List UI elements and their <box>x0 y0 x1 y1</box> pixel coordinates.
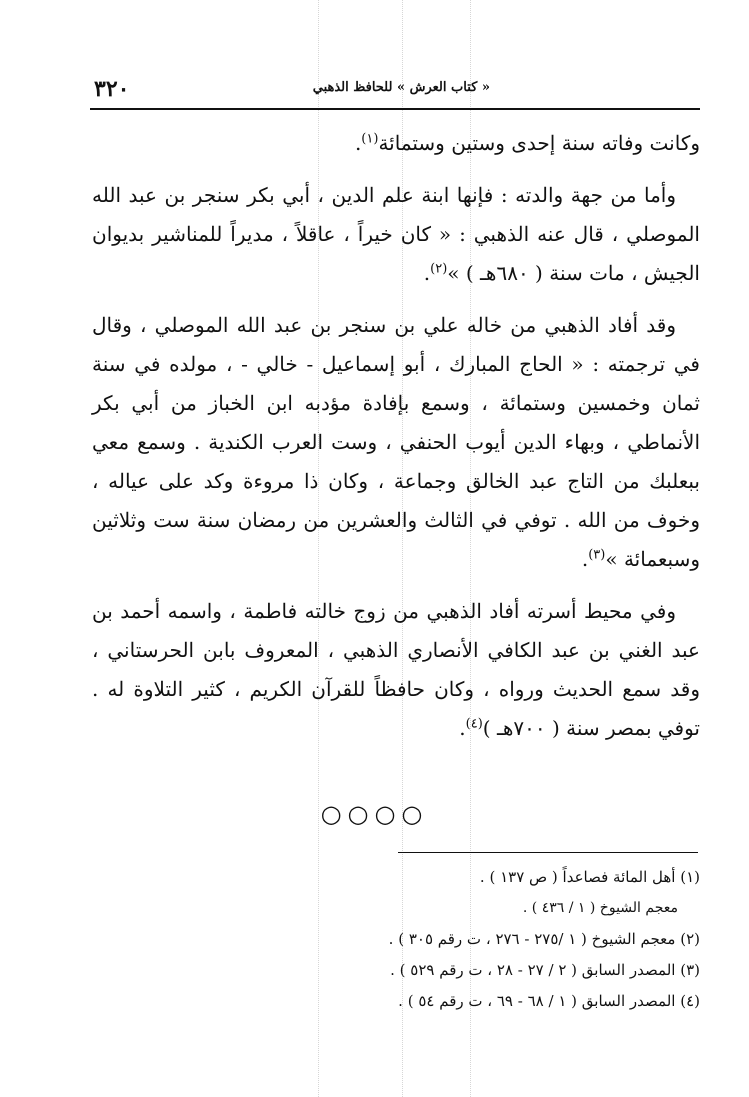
paragraph-text: وقد أفاد الذهبي من خاله علي بن سنجر بن عبد الله الموصلي ، وقال في ترجمته : « الحاج المبارك ، أبو إسماعيل - خالي - ، مولده في سنة ثمان وخمسين وستمائة ، وسمع بإفادة مؤدبه ابن الخباز من أبي بكر الأنماطي ، وبهاء الدين أيوب الحنفي ، وست العرب الكندية . وسمع معي ببعلبك من التاج عبد الخالق وجماعة ، وكان ذا مروءة وكد على عياله ، وخوف من الله . توفي في الثالث والعشرين من رمضان سنة ست وثلاثين وسبعمائة » <box>92 313 700 571</box>
paragraph-text: وأما من جهة والدته : فإنها ابنة علم الدين ، أبي بكر سنجر بن عبد الله الموصلي ، قال عنه الذهبي : « كان خيراً ، عاقلاً ، مديراً للمناشير بديوان الجيش ، مات سنة ( ٦٨٠هـ ) » <box>92 183 700 285</box>
paragraph-text: وفي محيط أسرته أفاد الذهبي من زوج خالته فاطمة ، واسمه أحمد بن عبد الغني بن عبد الكافي الأنصاري الذهبي ، المعروف بابن الحرستاني ، وقد سمع الحديث ورواه ، وكان حافظاً للقرآن الكريم ، كثير التلاوة له . توفي بمصر سنة ( ٧٠٠هـ ) <box>92 599 700 740</box>
paragraph-end: . <box>581 547 589 571</box>
footnote-reference: (٣) <box>588 547 606 563</box>
footnote-separator <box>398 852 698 853</box>
footnote-2: (٢) معجم الشيوخ ( ١ /٢٧٥ - ٢٧٦ ، ت رقم ٣٠٥ ) . <box>388 930 700 948</box>
section-divider-ornament: ○○○○ <box>320 800 429 828</box>
footnote-1: (١) أهل المائة فصاعداً ( ص ١٣٧ ) . <box>479 868 700 886</box>
footnote-reference: (٢) <box>430 261 448 277</box>
footnote-reference: (٤) <box>465 716 483 732</box>
footnote-reference: (١) <box>361 131 379 147</box>
footnote-4: (٤) المصدر السابق ( ١ / ٦٨ - ٦٩ ، ت رقم ٥٤ ) . <box>398 992 700 1010</box>
paragraph-2 <box>92 176 700 293</box>
paragraph-3 <box>92 306 700 579</box>
footnote-1-continuation: معجم الشيوخ ( ١ / ٤٣٦ ) . <box>522 900 678 916</box>
paragraph-1 <box>92 124 700 163</box>
footnote-3: (٣) المصدر السابق ( ٢ / ٢٧ - ٢٨ ، ت رقم ٥٢٩ ) . <box>390 961 700 979</box>
header-rule <box>90 108 700 110</box>
paragraph-end: . <box>459 716 466 740</box>
page-header <box>90 76 700 104</box>
paragraph-end: . <box>354 131 362 155</box>
page-number: ٣٢٠ <box>94 76 130 102</box>
paragraph-end: . <box>423 261 431 285</box>
paragraph-4 <box>92 592 700 748</box>
footnotes <box>250 862 700 1017</box>
paragraph-text: وكانت وفاته سنة إحدى وستين وستمائة <box>378 131 700 155</box>
main-text <box>92 124 700 761</box>
running-title: « كتاب العرش » للحافظ الذهبي <box>312 80 490 95</box>
